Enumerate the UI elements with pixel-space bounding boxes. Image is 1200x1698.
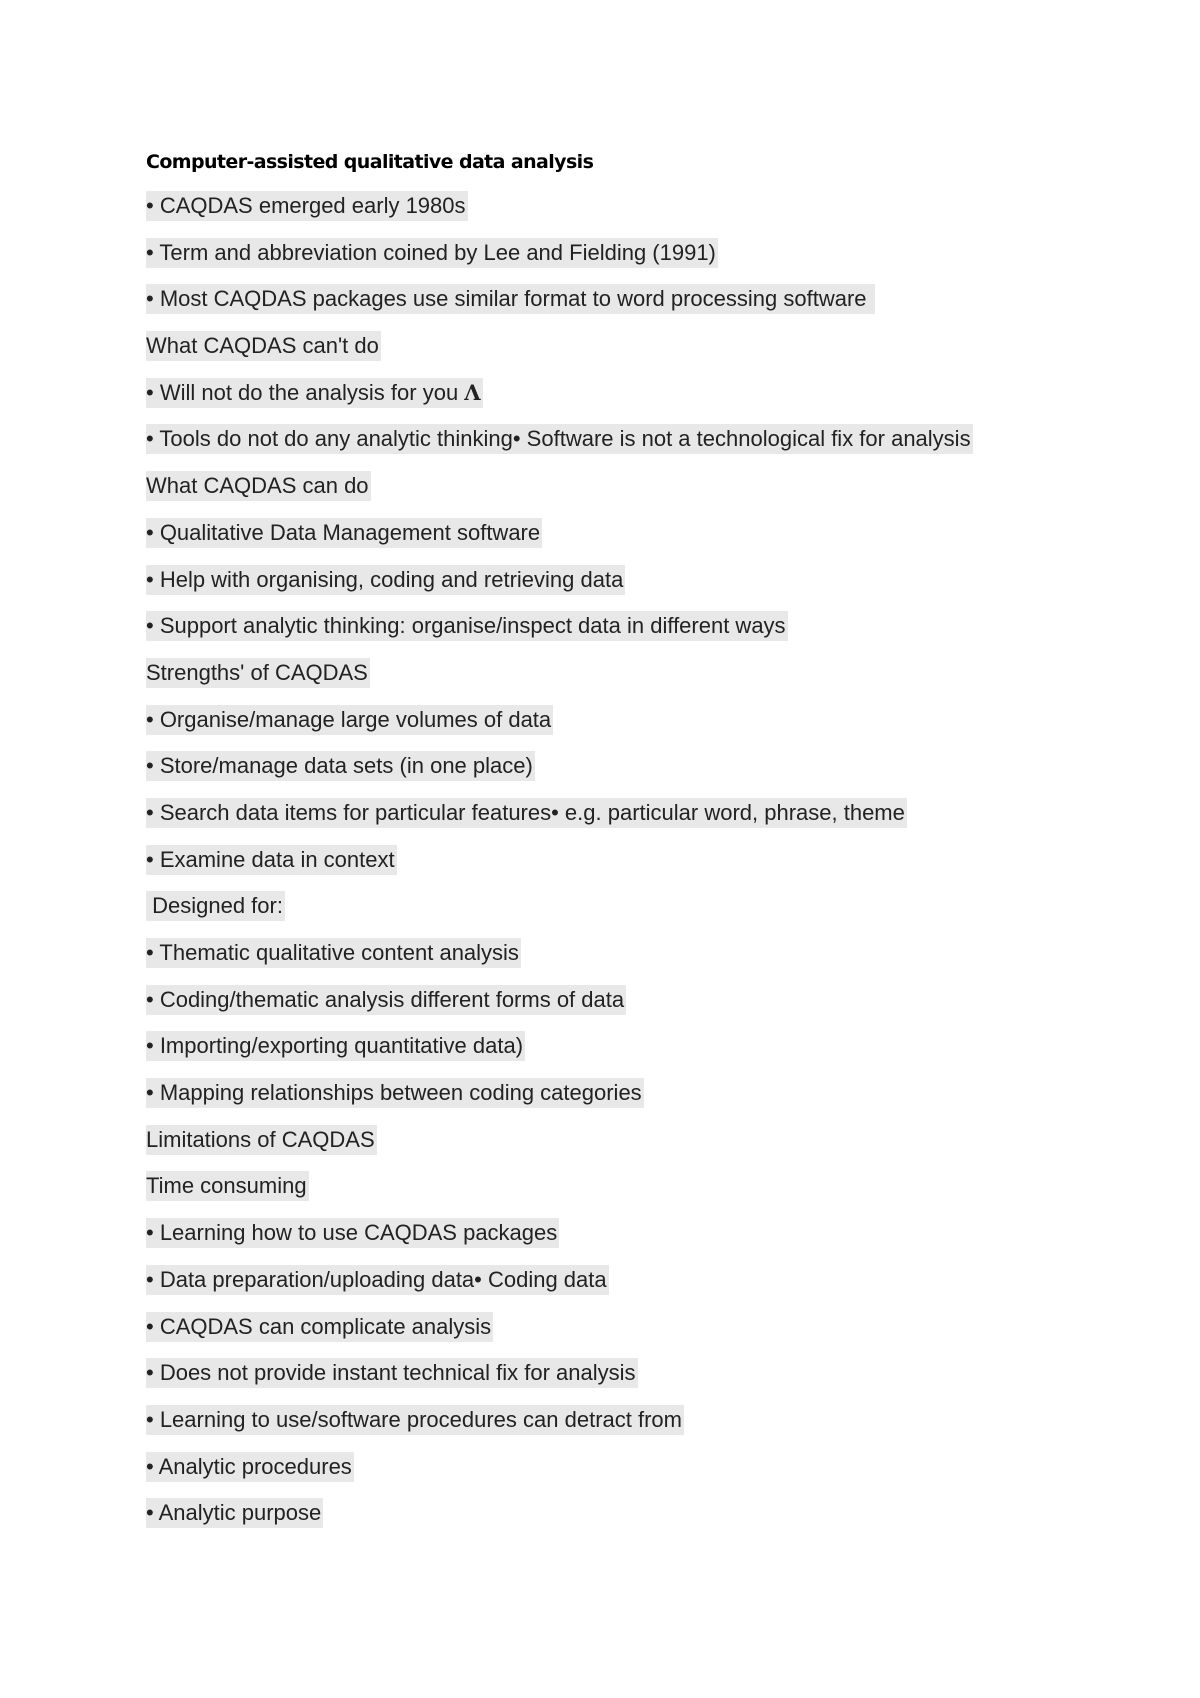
line-text: • Store/manage data sets (in one place) — [146, 751, 535, 781]
list-item — [146, 238, 1106, 285]
line-text: • Support analytic thinking: organise/inspect data in different ways — [146, 611, 788, 641]
list-item — [146, 1405, 1106, 1452]
line-text: Strengths' of CAQDAS — [146, 658, 370, 688]
list-item — [146, 284, 1106, 331]
list-item — [146, 1498, 1106, 1545]
line-text: • Examine data in context — [146, 845, 397, 875]
list-item — [146, 938, 1106, 985]
line-text: • Importing/exporting quantitative data) — [146, 1031, 525, 1061]
section-heading — [146, 471, 1106, 518]
line-text: • Tools do not do any analytic thinking• Software is not a technological fix for analysis — [146, 424, 973, 454]
section-heading — [146, 1125, 1106, 1172]
section-heading — [146, 891, 1106, 938]
list-item — [146, 565, 1106, 612]
line-text: • Analytic procedures — [146, 1452, 354, 1482]
list-item — [146, 751, 1106, 798]
list-item — [146, 985, 1106, 1032]
list-item — [146, 705, 1106, 752]
line-text: • Search data items for particular features• e.g. particular word, phrase, theme — [146, 798, 907, 828]
line-text: • Thematic qualitative content analysis — [146, 938, 521, 968]
document-title: Computer-assisted qualitative data analysis — [146, 151, 594, 173]
list-item — [146, 611, 1106, 658]
line-text: • Does not provide instant technical fix for analysis — [146, 1358, 638, 1388]
line-text: Designed for: — [146, 891, 285, 921]
line-text: • Coding/thematic analysis different forms of data — [146, 985, 626, 1015]
line-text: Time consuming — [146, 1171, 309, 1201]
line-text: • Will not do the analysis for you — [146, 379, 465, 405]
list-item — [146, 1218, 1106, 1265]
list-item — [146, 1265, 1106, 1312]
list-item — [146, 1031, 1106, 1078]
line-text: • Help with organising, coding and retrieving data — [146, 565, 625, 595]
document-content — [146, 145, 1106, 1545]
line-text: • Most CAQDAS packages use similar format to word processing software — [146, 284, 875, 314]
list-item — [146, 191, 1106, 238]
list-item — [146, 1078, 1106, 1125]
list-item — [146, 518, 1106, 565]
line-text: • Analytic purpose — [146, 1498, 323, 1528]
line-text: • Term and abbreviation coined by Lee and Fielding (1991) — [146, 238, 718, 268]
line-text: • CAQDAS can complicate analysis — [146, 1312, 493, 1342]
line-text: • Mapping relationships between coding categories — [146, 1078, 644, 1108]
list-item — [146, 1452, 1106, 1499]
list-item — [146, 845, 1106, 892]
lambda-glyph: Λ — [464, 379, 481, 405]
list-item — [146, 1358, 1106, 1405]
line-text: Limitations of CAQDAS — [146, 1125, 377, 1155]
list-item — [146, 798, 1106, 845]
line-text: • Qualitative Data Management software — [146, 518, 542, 548]
section-heading — [146, 331, 1106, 378]
section-heading — [146, 1171, 1106, 1218]
line-text: • Data preparation/uploading data• Coding data — [146, 1265, 609, 1295]
line-text: What CAQDAS can do — [146, 471, 371, 501]
line-text: • Organise/manage large volumes of data — [146, 705, 553, 735]
list-item — [146, 424, 1106, 471]
line-text: • Learning how to use CAQDAS packages — [146, 1218, 559, 1248]
line-text-with-glyph — [146, 378, 483, 408]
line-text: • CAQDAS emerged early 1980s — [146, 191, 468, 221]
list-item — [146, 1312, 1106, 1359]
section-heading — [146, 658, 1106, 705]
line-text: • Learning to use/software procedures can detract from — [146, 1405, 684, 1435]
list-item — [146, 378, 1106, 425]
line-text: What CAQDAS can't do — [146, 331, 381, 361]
